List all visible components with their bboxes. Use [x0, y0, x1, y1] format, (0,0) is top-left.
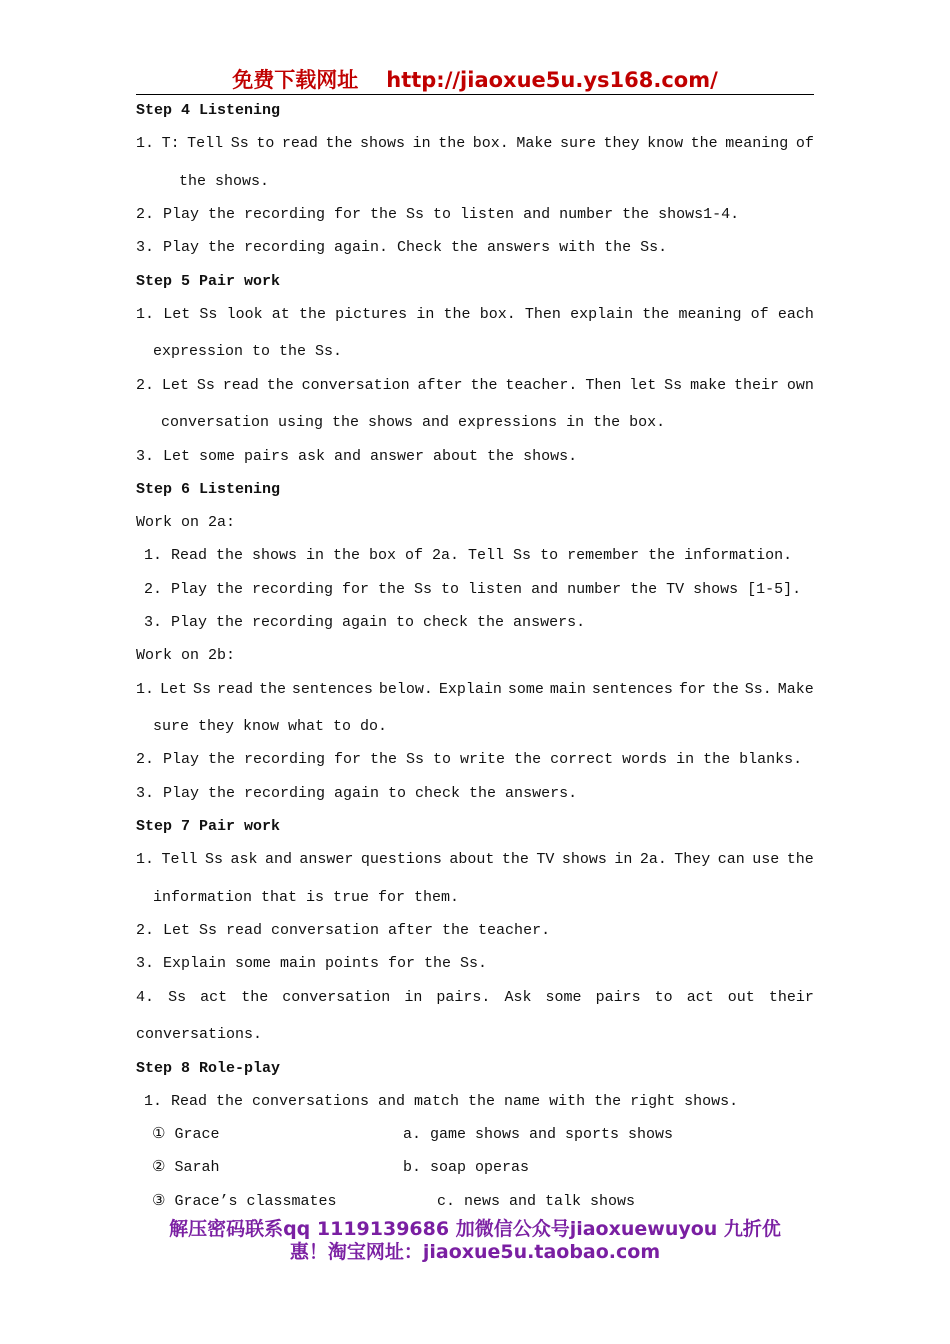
word: let — [629, 376, 657, 394]
step4-item1-cont: the shows. — [179, 172, 270, 190]
word: 1. — [136, 135, 155, 153]
word: pairs — [595, 988, 641, 1006]
step6-2a-item1: 1. Read the shows in the box of 2a. Tell Ss to remember the information. — [144, 547, 793, 565]
header-url-link[interactable]: http://jiaoxue5u.ys168.com/ — [386, 68, 718, 92]
word: the — [470, 376, 498, 394]
page-header — [136, 66, 814, 95]
word: some — [545, 988, 582, 1006]
step8-heading: Step 8 Role-play — [136, 1059, 281, 1077]
word: shows — [360, 135, 406, 153]
word: Then — [585, 376, 622, 394]
step6-work2a: Work on 2a: — [136, 514, 236, 532]
word: the — [438, 135, 466, 153]
word: box. — [472, 135, 509, 153]
step7-item4-cont: conversations. — [136, 1026, 263, 1044]
word: use — [752, 851, 780, 869]
step4-item1 — [136, 131, 814, 169]
word: the — [690, 135, 718, 153]
word: in — [412, 135, 431, 153]
word: the — [241, 988, 269, 1006]
word: each — [777, 305, 814, 323]
word: Ss — [192, 680, 211, 698]
step4-item2: 2. Play the recording for the Ss to listen and number the shows1-4. — [136, 206, 740, 224]
word: pictures — [335, 305, 408, 323]
step6-heading: Step 6 Listening — [136, 480, 281, 498]
step4-heading: Step 4 Listening — [136, 102, 281, 119]
word: in — [416, 305, 435, 323]
word: Ss — [199, 305, 218, 323]
word: to — [256, 135, 275, 153]
word: Tell — [187, 135, 224, 153]
word: 1. — [136, 680, 155, 698]
word: Ss — [168, 988, 187, 1006]
word: Ss — [664, 376, 683, 394]
word: Ask — [504, 988, 532, 1006]
step7-item2: 2. Let Ss read conversation after the teacher. — [136, 922, 551, 940]
header-label: 免费下载网址 — [232, 68, 359, 92]
word: read — [222, 376, 259, 394]
word: look — [226, 305, 263, 323]
word: make — [690, 376, 727, 394]
word: shows — [561, 851, 607, 869]
word: read — [216, 680, 253, 698]
word: teacher. — [505, 376, 578, 394]
word: main — [549, 680, 586, 698]
document-body — [136, 98, 814, 1222]
word: 2. — [136, 376, 155, 394]
word: Let — [159, 680, 187, 698]
word: their — [734, 376, 780, 394]
word: Let — [163, 305, 191, 323]
word: in — [614, 851, 633, 869]
word: the — [443, 305, 471, 323]
step6-2b-item2: 2. Play the recording for the Ss to write the correct words in the blanks. — [136, 751, 803, 769]
word: 4. — [136, 988, 155, 1006]
match-show: b. soap operas — [403, 1159, 530, 1177]
word: TV — [536, 851, 555, 869]
step6-2a-item2: 2. Play the recording for the Ss to listen and number the TV shows [1-5]. — [144, 580, 802, 598]
word: pairs. — [436, 988, 491, 1006]
word: for — [678, 680, 706, 698]
step5-item1-cont: expression to the Ss. — [153, 343, 343, 361]
step7-item1-cont: information that is true for them. — [153, 888, 460, 906]
word: to — [654, 988, 673, 1006]
step5-heading: Step 5 Pair work — [136, 272, 281, 290]
step5-item1 — [136, 302, 814, 340]
word: Ss — [196, 376, 215, 394]
word: after — [417, 376, 463, 394]
match-row — [136, 1155, 814, 1188]
word: conversation — [301, 376, 410, 394]
step5-item2 — [136, 373, 814, 411]
word: about — [449, 851, 495, 869]
word: 1. — [136, 851, 155, 869]
word: questions — [360, 851, 442, 869]
word: some — [507, 680, 544, 698]
match-show: a. game shows and sports shows — [403, 1126, 674, 1144]
word: 2a. — [639, 851, 667, 869]
footer-line2[interactable]: 惠！淘宝网址：jiaoxue5u.taobao.com — [289, 1241, 661, 1263]
word: at — [271, 305, 290, 323]
word: and — [264, 851, 292, 869]
word: They — [674, 851, 711, 869]
step6-2b-item1-cont: sure they know what to do. — [153, 718, 388, 736]
word: the — [711, 680, 739, 698]
word: Then — [524, 305, 561, 323]
footer-line1: 解压密码联系qq 1119139686 加微信公众号jiaoxuewuyou 九折优 — [169, 1218, 781, 1240]
match-row — [136, 1122, 814, 1155]
word: the — [786, 851, 814, 869]
word: sure — [559, 135, 596, 153]
word: Let — [161, 376, 189, 394]
match-name: ① Grace — [152, 1126, 220, 1144]
word: read — [281, 135, 318, 153]
match-show: c. news and talk shows — [437, 1192, 636, 1210]
step7-item4 — [136, 985, 814, 1023]
word: Ss — [230, 135, 249, 153]
word: out — [727, 988, 755, 1006]
match-name: ③ Grace’s classmates — [152, 1192, 337, 1210]
word: act — [200, 988, 228, 1006]
word: the — [325, 135, 353, 153]
step5-item2-cont: conversation using the shows and expressions in the box. — [161, 414, 666, 432]
page-footer — [100, 1218, 850, 1264]
word: box. — [479, 305, 516, 323]
word: sentences — [291, 680, 373, 698]
word: the — [501, 851, 529, 869]
step7-heading: Step 7 Pair work — [136, 818, 281, 836]
word: they — [603, 135, 640, 153]
word: in — [404, 988, 423, 1006]
word: can — [717, 851, 745, 869]
word: conversation — [282, 988, 391, 1006]
word: their — [768, 988, 814, 1006]
word: Tell — [161, 851, 198, 869]
step4-item3: 3. Play the recording again. Check the answers with the Ss. — [136, 239, 668, 257]
step6-2a-item3: 3. Play the recording again to check the answers. — [144, 614, 586, 632]
word: meaning — [725, 135, 789, 153]
word: Explain — [438, 680, 502, 698]
word: the — [642, 305, 670, 323]
step6-2b-item3: 3. Play the recording again to check the answers. — [136, 784, 578, 802]
word: Make — [777, 680, 814, 698]
word: the — [266, 376, 294, 394]
step5-item3: 3. Let some pairs ask and answer about the shows. — [136, 447, 578, 465]
step7-item1 — [136, 847, 814, 885]
word: explain — [570, 305, 634, 323]
step7-item3: 3. Explain some main points for the Ss. — [136, 955, 488, 973]
word: answer — [299, 851, 354, 869]
word: the — [258, 680, 286, 698]
word: Ss — [204, 851, 223, 869]
step6-2b-item1 — [136, 677, 814, 715]
word: Make — [516, 135, 553, 153]
word: own — [786, 376, 814, 394]
match-name: ② Sarah — [152, 1159, 220, 1177]
word: the — [298, 305, 326, 323]
word: Ss. — [744, 680, 772, 698]
step6-work2b: Work on 2b: — [136, 647, 236, 665]
step8-item1: 1. Read the conversations and match the name with the right shows. — [144, 1092, 739, 1110]
word: ask — [230, 851, 258, 869]
word: meaning — [678, 305, 742, 323]
word: T: — [161, 135, 180, 153]
word: below. — [378, 680, 433, 698]
word: 1. — [136, 305, 155, 323]
word: sentences — [591, 680, 673, 698]
word: know — [647, 135, 684, 153]
word: of — [750, 305, 769, 323]
word: act — [686, 988, 714, 1006]
word: of — [795, 135, 814, 153]
